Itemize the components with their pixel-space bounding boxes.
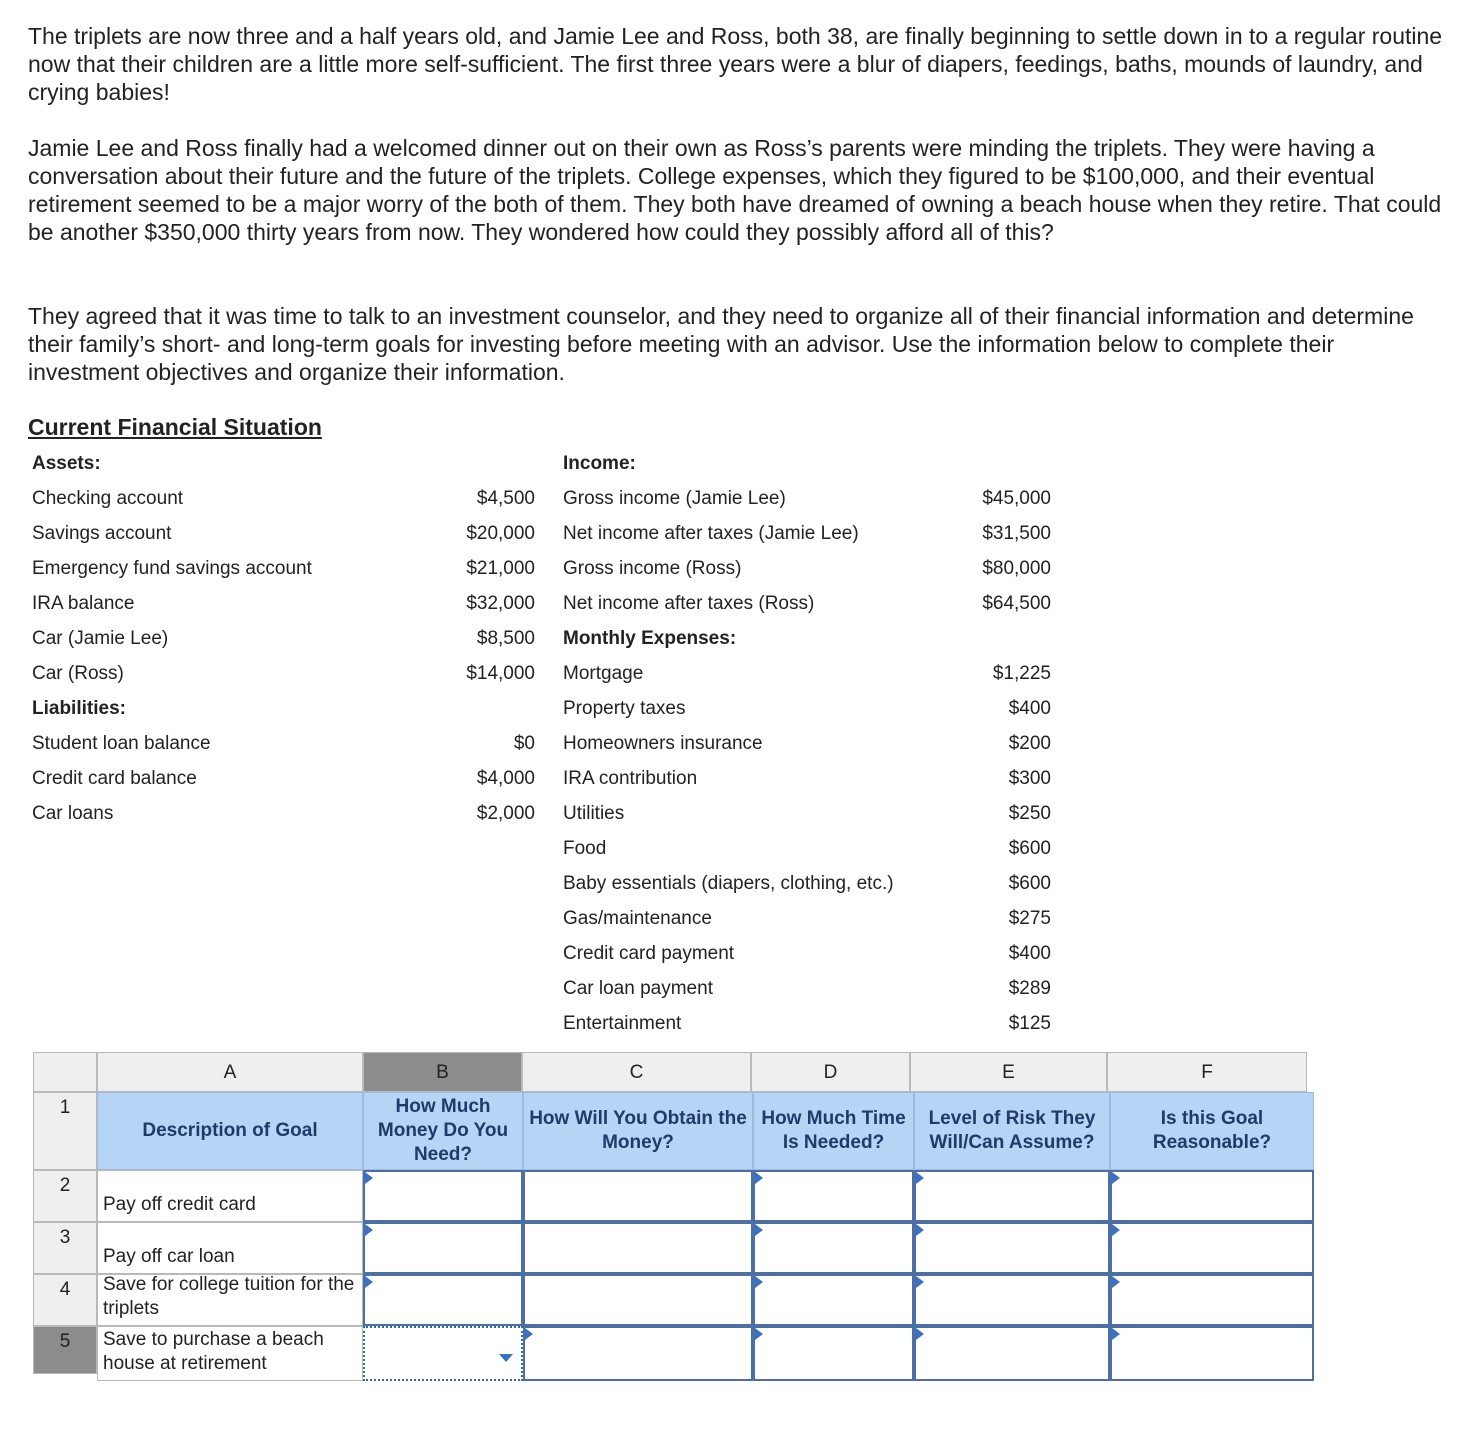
dropdown-marker-icon (916, 1328, 924, 1340)
expense-value: $600 (1008, 873, 1051, 894)
risk-level-input[interactable] (914, 1274, 1110, 1326)
goal-description: Save to purchase a beach house at retirement (97, 1326, 363, 1381)
expense-label: Mortgage (563, 663, 644, 684)
obtain-money-input[interactable] (523, 1326, 753, 1381)
column-header-e[interactable]: E (910, 1052, 1107, 1092)
row-header-5[interactable]: 5 (33, 1326, 97, 1374)
asset-label: Savings account (32, 523, 172, 544)
asset-value: $4,500 (476, 488, 535, 509)
liability-label: Student loan balance (32, 733, 211, 754)
expense-label: Food (563, 838, 607, 859)
dropdown-marker-icon (1112, 1224, 1120, 1236)
sheet-corner (33, 1052, 97, 1092)
expense-value: $600 (1008, 838, 1051, 859)
liabilities-heading: Liabilities: (32, 698, 126, 719)
expense-value: $400 (1008, 698, 1051, 719)
risk-level-input[interactable] (914, 1170, 1110, 1222)
risk-level-input[interactable] (914, 1222, 1110, 1274)
asset-label: Car (Ross) (32, 663, 124, 684)
income-label: Gross income (Ross) (563, 558, 742, 579)
money-needed-dropdown-active[interactable] (363, 1326, 523, 1381)
time-needed-input[interactable] (753, 1274, 914, 1326)
expense-label: Baby essentials (diapers, clothing, etc.) (563, 873, 894, 894)
row-header-4[interactable]: 4 (33, 1274, 97, 1326)
intro-paragraph-2: Jamie Lee and Ross finally had a welcomed dinner out on their own as Ross’s parents were minding the triplets. They were having a conversation about their future and the future of the triplets. College expenses, which they figured to be $100,000, and their eventual retirement seemed to be a major worry of the both of them. They both have dreamed of owning a beach house when they retire. That could be another $350,000 thirty years from now. They wondered how could they possibly afford all of this? (28, 135, 1442, 245)
expense-label: Car loan payment (563, 978, 713, 999)
dropdown-marker-icon (916, 1224, 924, 1236)
column-header-a[interactable]: A (97, 1052, 363, 1092)
expenses-heading: Monthly Expenses: (563, 628, 737, 649)
expense-value: $300 (1008, 768, 1051, 789)
money-needed-input[interactable] (363, 1170, 523, 1222)
asset-value: $21,000 (466, 558, 535, 579)
expense-value: $289 (1008, 978, 1051, 999)
header-how-obtain-money: How Will You Obtain the Money? (523, 1092, 753, 1170)
goal-description: Pay off car loan (97, 1222, 363, 1274)
expense-label: Entertainment (563, 1013, 682, 1034)
goal-description: Save for college tuition for the triplets (97, 1274, 363, 1326)
row-header-2[interactable]: 2 (33, 1170, 97, 1222)
column-header-d[interactable]: D (751, 1052, 910, 1092)
time-needed-input[interactable] (753, 1222, 914, 1274)
asset-label: Emergency fund savings account (32, 558, 312, 579)
expense-label: IRA contribution (563, 768, 698, 789)
expense-label: Utilities (563, 803, 625, 824)
expense-value: $200 (1008, 733, 1051, 754)
dropdown-marker-icon (1112, 1328, 1120, 1340)
column-header-c[interactable]: C (522, 1052, 751, 1092)
assets-heading: Assets: (32, 453, 101, 474)
dropdown-arrow-icon[interactable] (499, 1354, 513, 1362)
expense-label: Credit card payment (563, 943, 735, 964)
income-label: Net income after taxes (Jamie Lee) (563, 523, 859, 544)
dropdown-marker-icon (916, 1276, 924, 1288)
expense-label: Gas/maintenance (563, 908, 712, 929)
risk-level-input[interactable] (914, 1326, 1110, 1381)
goal-reasonable-input[interactable] (1110, 1274, 1314, 1326)
column-header-f[interactable]: F (1107, 1052, 1307, 1092)
row-header-1[interactable]: 1 (33, 1092, 97, 1170)
income-value: $80,000 (982, 558, 1051, 579)
expense-label: Homeowners insurance (563, 733, 763, 754)
income-label: Gross income (Jamie Lee) (563, 488, 786, 509)
obtain-money-input[interactable] (523, 1222, 753, 1274)
time-needed-input[interactable] (753, 1170, 914, 1222)
header-how-much-time: How Much Time Is Needed? (753, 1092, 914, 1170)
dropdown-marker-icon (755, 1172, 763, 1184)
liability-value: $0 (513, 733, 535, 754)
liability-value: $2,000 (476, 803, 535, 824)
income-heading: Income: (563, 453, 636, 474)
expense-value: $250 (1008, 803, 1051, 824)
liability-value: $4,000 (476, 768, 535, 789)
asset-value: $8,500 (476, 628, 535, 649)
asset-label: IRA balance (32, 593, 135, 614)
dropdown-marker-icon (755, 1276, 763, 1288)
expense-value: $400 (1008, 943, 1051, 964)
expense-value: $1,225 (992, 663, 1051, 684)
intro-paragraph-1: The triplets are now three and a half years old, and Jamie Lee and Ross, both 38, are finally beginning to settle down in to a regular routine now that their children are a little more self-sufficient. The first three years were a blur of diapers, feedings, baths, mounds of laundry, and crying babies! (28, 23, 1443, 105)
time-needed-input[interactable] (753, 1326, 914, 1381)
header-how-much-money: How Much Money Do You Need? (363, 1092, 523, 1170)
row-header-3[interactable]: 3 (33, 1222, 97, 1274)
money-needed-input[interactable] (363, 1222, 523, 1274)
dropdown-marker-icon (365, 1224, 373, 1236)
asset-label: Car (Jamie Lee) (32, 628, 169, 649)
dropdown-marker-icon (1112, 1276, 1120, 1288)
header-goal-reasonable: Is this Goal Reasonable? (1110, 1092, 1314, 1170)
income-value: $45,000 (982, 488, 1051, 509)
section-title: Current Financial Situation (28, 414, 322, 440)
asset-value: $20,000 (466, 523, 535, 544)
dropdown-marker-icon (525, 1328, 533, 1340)
obtain-money-input[interactable] (523, 1274, 753, 1326)
income-value: $64,500 (982, 593, 1051, 614)
expense-value: $275 (1008, 908, 1051, 929)
obtain-money-input[interactable] (523, 1170, 753, 1222)
header-description-of-goal: Description of Goal (97, 1092, 363, 1170)
asset-value: $14,000 (466, 663, 535, 684)
liability-label: Car loans (32, 803, 114, 824)
goal-reasonable-input[interactable] (1110, 1326, 1314, 1381)
asset-label: Checking account (32, 488, 184, 509)
money-needed-input[interactable] (363, 1274, 523, 1326)
header-level-of-risk: Level of Risk They Will/Can Assume? (914, 1092, 1110, 1170)
column-header-b[interactable]: B (363, 1052, 522, 1092)
dropdown-marker-icon (365, 1276, 373, 1288)
dropdown-marker-icon (755, 1328, 763, 1340)
goal-description: Pay off credit card (97, 1170, 363, 1222)
dropdown-marker-icon (755, 1224, 763, 1236)
goal-reasonable-input[interactable] (1110, 1222, 1314, 1274)
dropdown-marker-icon (1112, 1172, 1120, 1184)
goal-reasonable-input[interactable] (1110, 1170, 1314, 1222)
asset-value: $32,000 (466, 593, 535, 614)
income-label: Net income after taxes (Ross) (563, 593, 815, 614)
income-value: $31,500 (982, 523, 1051, 544)
expense-value: $125 (1008, 1013, 1051, 1034)
dropdown-marker-icon (365, 1172, 373, 1184)
liability-label: Credit card balance (32, 768, 197, 789)
dropdown-marker-icon (916, 1172, 924, 1184)
expense-label: Property taxes (563, 698, 686, 719)
intro-paragraph-3: They agreed that it was time to talk to an investment counselor, and they need to organize all of their financial information and determine their family’s short- and long-term goals for investing before meeting with an advisor. Use the information below to complete their investment objectives and organize their information. (28, 303, 1414, 385)
